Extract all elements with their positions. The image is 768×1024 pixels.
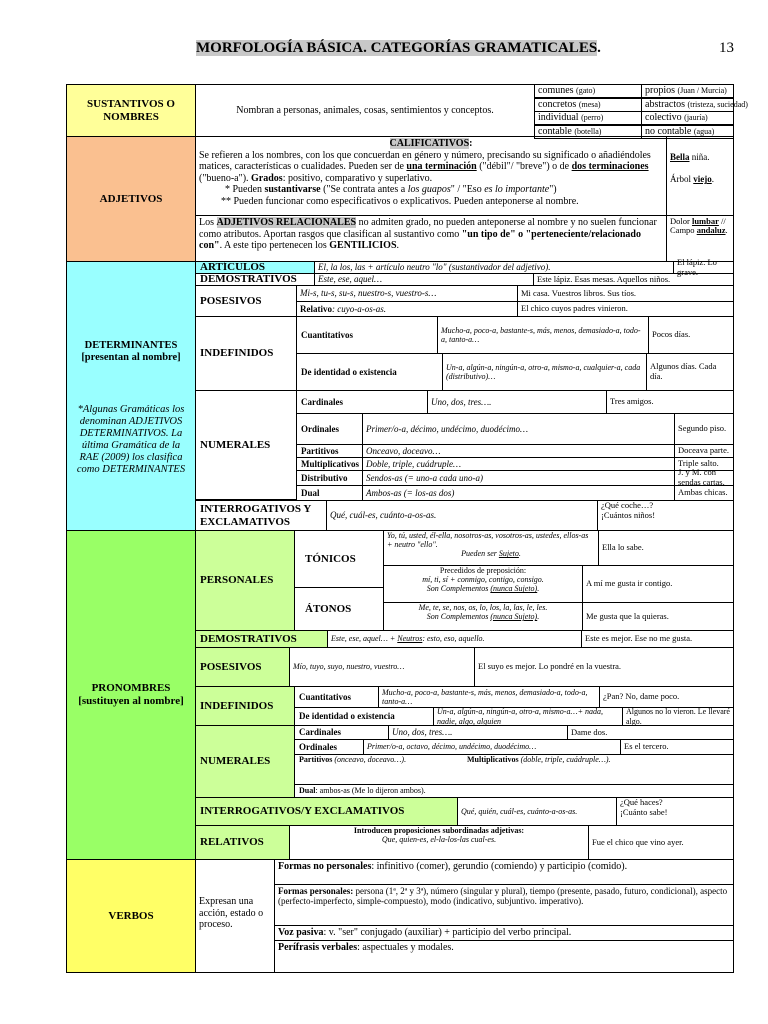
- text-span: Ambos-as (= los-as dos): [366, 487, 455, 498]
- det-cardinales-example: [606, 390, 734, 414]
- pron-posesivos-example: [474, 647, 734, 687]
- pron-cardinales-forms: [388, 725, 568, 740]
- text-span: (doble, triple, cuádruple…).: [520, 755, 611, 764]
- text-span: Primer/o-a, décimo, undécimo, duodécimo…: [366, 423, 528, 434]
- pron-cuantitativos-label: [294, 686, 379, 708]
- text-span: persona (1ª, 2ª y 3ª), número (singular y plural), tiempo (presente, pasado, futuro, condicional), aspecto (perfecto-imperfecto, simple-compuesto), modo (indicativo, subjuntivo. imperativo).: [278, 886, 728, 907]
- det-distributivo-example: [674, 467, 734, 487]
- text-span: : v. "ser" conjugado (auxiliar) + participio del verbo principal.: [323, 927, 572, 938]
- text-span: comunes: [538, 85, 574, 96]
- sust-type-right: [641, 125, 734, 139]
- pron-relativos-forms: [289, 825, 589, 860]
- det-dual-forms: [362, 485, 675, 501]
- text-span: Pocos días.: [652, 329, 691, 340]
- text-span: INTERROGATIVOS/Y EXCLAMATIVOS: [200, 805, 405, 818]
- text-span: GENTILICIOS: [329, 240, 397, 251]
- text-span: andaluz: [696, 224, 726, 235]
- sustantivos-desc: Nombran a personas, animales, cosas, sentimientos y conceptos.: [195, 84, 535, 137]
- text-span: Árbol: [670, 174, 691, 185]
- grammar-table: [66, 84, 748, 973]
- sust-type-left: [534, 84, 642, 98]
- text-span: los guapos: [407, 184, 451, 195]
- page-title: [196, 40, 601, 57]
- pron-ordinales-label: [294, 739, 364, 755]
- text-span: .: [597, 40, 601, 56]
- text-span: Me, te, se, nos, os, lo, los, la, las, le, les.: [418, 603, 548, 612]
- pron-posesivos-forms: [289, 647, 475, 687]
- text-span: Cardinales: [301, 396, 344, 407]
- pron-cardinales-example: [567, 725, 734, 740]
- text-span: no contable: [645, 125, 692, 137]
- sust-type-right: [641, 111, 734, 125]
- pron-demostrativos-label: [195, 630, 328, 648]
- text-span: Este es mejor. Ese no me gusta.: [585, 633, 693, 644]
- text-span: ¿Qué coche…?: [601, 500, 654, 510]
- text-span: .: [537, 584, 540, 594]
- text-span: El chico cuyos padres vinieron.: [521, 303, 628, 314]
- text-span: Neutros: [397, 634, 423, 644]
- pron-preposicion-example: [582, 565, 734, 603]
- pron-identidad-label: [294, 707, 434, 726]
- text-span: Doceava parte.: [678, 445, 729, 456]
- det-relativo-example: [517, 301, 734, 317]
- text-span: (perro): [581, 113, 604, 122]
- text-span: POSESIVOS: [200, 660, 262, 673]
- text-span: contable: [538, 125, 572, 137]
- sust-type-right: [641, 84, 734, 98]
- pron-demostrativos-forms: [327, 630, 582, 648]
- text-span: Perífrasis verbales: [278, 942, 358, 953]
- text-span: Este, ese, aquel…: [318, 274, 382, 285]
- pron-ordinales-example: [620, 739, 734, 755]
- text-span: DEMOSTRATIVOS: [200, 632, 297, 645]
- text-span: Pueden ser: [461, 549, 497, 559]
- text-span: : positivo, comparativo y superlativo.: [282, 172, 433, 184]
- pronombres-label: PRONOMBRES [sustituyen al nombre]: [66, 530, 196, 860]
- pron-relativos-label: [195, 825, 290, 860]
- text-span: ¿Qué haces?: [620, 797, 663, 807]
- text-span: ("bueno-a").: [199, 172, 249, 184]
- text-span: una terminación: [406, 161, 477, 172]
- det-ordinales-forms: [362, 413, 675, 445]
- det-partitivos-label: [296, 444, 363, 458]
- text-span: Algunos días. Cada día.: [650, 361, 717, 381]
- text-span: .: [711, 174, 714, 185]
- det-dual-label: [296, 485, 363, 501]
- text-span: Dual: [301, 487, 320, 498]
- text-span: PERSONALES: [200, 574, 274, 587]
- text-span: (nunca Sujeto): [490, 584, 538, 594]
- text-span: Mío, tuyo, suyo, nuestro, vuestro…: [293, 662, 405, 672]
- calificativos-examples: [666, 136, 734, 216]
- det-multiplicativos-forms: [362, 457, 675, 471]
- text-span: es lo importante: [484, 184, 550, 195]
- pron-dual: [294, 784, 734, 798]
- text-span: INDEFINIDOS: [200, 699, 274, 712]
- text-span: : cuyo-a-os-as.: [332, 303, 386, 314]
- text-span: Segundo piso.: [678, 423, 727, 434]
- pron-demostrativos-example: [581, 630, 734, 648]
- text-span: no admiten grado, no pueden anteponerse al nombre y no suelen funcionar como atributos. Aportan rasgos que clasifican al sustantivo como: [199, 217, 657, 240]
- text-span: .: [537, 612, 540, 622]
- text-span: "un tipo de" o "perteneciente/relacionado con": [199, 228, 641, 251]
- text-span: ADJETIVOS RELACIONALES: [216, 217, 357, 228]
- text-span: : esto, eso, aquello.: [422, 634, 485, 644]
- verbos-label: VERBOS: [66, 859, 196, 973]
- text-span: Formas personales:: [278, 886, 354, 896]
- text-span: De identidad o existencia: [301, 366, 397, 377]
- pron-atonos-forms: [383, 602, 583, 631]
- verbos-personales: [274, 884, 734, 926]
- text-span: El, la los, las + artículo neutro "lo" (sustantivador del adjetivo).: [318, 262, 551, 273]
- text-span: abstractos: [645, 98, 685, 110]
- text-span: Multiplicativos: [301, 458, 359, 469]
- text-span: (onceavo, doceavo…).: [334, 755, 407, 764]
- verbos-no-personales: [274, 859, 734, 885]
- det-indefinidos-label: [195, 316, 297, 391]
- determinantes-note: *Algunas Gramáticas los denominan ADJETIVOS DETERMINATIVOS. La última Gramática de la RAE (2009) los clasifica como DETERMINANTES: [76, 404, 186, 476]
- text-span: Multiplicativos: [467, 755, 519, 764]
- verbos-perifrasis: [274, 940, 734, 973]
- text-span: El suyo es mejor. Lo pondré en la vuestra.: [478, 661, 622, 672]
- text-span: Partitivos: [301, 445, 339, 456]
- text-span: mí, ti, sí + conmigo, contigo, consigo.: [422, 575, 544, 585]
- text-span: concretos: [538, 98, 577, 110]
- text-span: lumbar: [691, 216, 719, 226]
- text-span: RELATIVOS: [200, 836, 264, 849]
- text-span: (nunca Sujeto): [490, 612, 538, 622]
- text-span: INDEFINIDOS: [200, 347, 274, 360]
- text-span: Voz pasiva: [278, 927, 324, 938]
- text-span: ("débil"/ "breve") o de: [479, 161, 570, 172]
- det-multiplicativos-label: [296, 457, 363, 471]
- det-ordinales-example: [674, 413, 734, 445]
- text-span: Ordinales: [301, 423, 340, 434]
- text-span: TÓNICOS: [305, 552, 356, 565]
- text-span: El lápiz. Lo grave.: [677, 256, 717, 277]
- text-span: Sujeto: [498, 549, 519, 559]
- text-span: Qué, quién, cuál-es, cuánto-a-os-as.: [461, 806, 578, 816]
- text-span: (agua): [693, 126, 715, 136]
- text-span: .: [518, 549, 521, 559]
- text-span: Yo, tú, usted, él-ella, nosotros-as, vosotros-as, ustedes, ellos-as + neutro "ello".: [387, 531, 589, 550]
- text-span: Doble, triple, cuádruple…: [366, 458, 461, 469]
- pron-indefinidos-label: [195, 686, 295, 726]
- text-span: (mesa): [578, 99, 601, 109]
- pron-atonos-example: [582, 602, 734, 631]
- det-cuantitativos-forms: [437, 316, 649, 354]
- text-span: Primer/o-a, octavo, décimo, undécimo, duodécimo…: [367, 742, 537, 752]
- text-span: Se refieren a los nombres, con los que concuerdan en género y número, precisando su significado o añadiéndoles matices, características o cualidades. Pueden ser de: [199, 149, 651, 172]
- text-span: Formas no personales: [278, 861, 372, 872]
- text-span: Bella: [670, 152, 690, 162]
- text-span: // Campo: [670, 216, 726, 235]
- text-span: ¡Cuántos niños!: [601, 509, 656, 520]
- text-span: Mi casa. Vuestros libros. Sus tíos.: [521, 287, 637, 298]
- text-span: De identidad o existencia: [299, 711, 395, 722]
- page-header: [66, 40, 734, 62]
- text-span: sustantivarse: [264, 184, 321, 195]
- pron-identidad-example: [622, 707, 734, 726]
- text-span: * Pueden: [225, 184, 262, 195]
- page-number: 13: [719, 40, 734, 56]
- text-span: ¡Cuánto sabe!: [620, 806, 668, 817]
- det-numerales-label: [195, 390, 297, 500]
- text-span: Mucho-a, poco-a, bastante-s, más, menos, demasiado-a, todo-a, tanto-a…: [382, 687, 588, 706]
- pron-identidad-forms: [433, 707, 623, 726]
- text-span: Cuantitativos: [301, 329, 354, 340]
- text-span: ÁTONOS: [305, 602, 352, 615]
- det-interrogativos-forms: [326, 500, 598, 531]
- calificativos-block: CALIFICATIVOS: Se refieren a los nombres, con los que concuerdan en género y número, precisando su significado o añadiéndoles matices, características o cualidades. Pueden ser de una terminación ("débil"/ "breve") o de dos terminaciones ("bueno-a"). Grados: positivo, comparativo y superlativo. * Pueden sustantivarse ("Se contrata antes a los guapos" / "Eso es lo importante") ** Pueden funcionar como especificativos o explicativos. Pueden anteponerse al nombre.: [195, 136, 667, 216]
- pron-preposicion-forms: [383, 565, 583, 603]
- text-span: "): [549, 184, 557, 195]
- text-span: Triple salto.: [678, 458, 719, 469]
- pron-relativos-example: [588, 825, 734, 860]
- text-span: " / "Eso: [450, 184, 482, 195]
- det-identidad-forms: [442, 353, 647, 391]
- text-span: J. y M. con sendas cartas.: [678, 467, 725, 487]
- relacionales-block: Los ADJETIVOS RELACIONALES no admiten grado, no pueden anteponerse al nombre y no suelen funcionar como atributos. Aportan rasgos que clasifican al sustantivo como "un tipo de" o "perteneciente/relacionado con". A este tipo pertenecen los GENTILICIOS.: [195, 215, 667, 262]
- text-span: Qué, cuál-es, cuánto-a-os-as.: [330, 510, 437, 521]
- det-relativo-forms: [296, 301, 518, 317]
- pron-partitivos-multiplicativos: [294, 754, 734, 785]
- det-distributivo-label: [296, 470, 363, 486]
- text-span: MORFOLOGÍA BÁSICA. CATEGORÍAS GRAMATICALES: [196, 40, 598, 56]
- text-span: Mi-s, tu-s, su-s, nuestro-s, vuestro-s…: [300, 288, 437, 299]
- text-span: Algunos no lo vieron. Le llevaré algo.: [626, 707, 730, 726]
- relacionales-examples: [666, 215, 734, 262]
- det-cuantitativos-example: [648, 316, 734, 354]
- text-span: : ambos-as (Me lo dijeron ambos).: [315, 786, 426, 796]
- adjetivos-label: ADJETIVOS: [66, 136, 196, 262]
- text-span: Me gusta que la quieras.: [586, 610, 669, 621]
- text-span: ¿Pan? No, dame poco.: [603, 691, 680, 702]
- text-span: POSESIVOS: [200, 294, 262, 307]
- pron-ordinales-forms: [363, 739, 621, 755]
- text-span: (jauría): [684, 113, 708, 122]
- det-cardinales-label: [296, 390, 428, 414]
- pron-interrogativos-forms: [457, 797, 617, 826]
- text-span: (botella): [574, 126, 602, 136]
- det-ordinales-label: [296, 413, 363, 445]
- text-span: Precedidos de preposición:: [439, 566, 527, 575]
- text-span: ("Se contrata antes a: [323, 184, 406, 195]
- text-span: Ordinales: [299, 741, 338, 752]
- sust-type-left: [534, 125, 642, 139]
- text-span: .: [725, 224, 728, 235]
- det-identidad-example: [646, 353, 734, 391]
- pron-interrogativos-label: [195, 797, 458, 826]
- text-span: Fue el chico que vino ayer.: [592, 836, 684, 847]
- text-span: : aspectuales y modales.: [357, 942, 454, 953]
- text-span: CALIFICATIVOS: [389, 138, 470, 149]
- text-span: dos terminaciones: [571, 161, 649, 172]
- text-span: NUMERALES: [200, 755, 271, 768]
- text-span: (gato): [576, 86, 596, 95]
- pron-cardinales-label: [294, 725, 389, 740]
- det-posesivos-label: [195, 285, 297, 317]
- text-span: : infinitivo (comer), gerundio (comiendo) y participio (comido).: [371, 861, 628, 872]
- text-span: INTERROGATIVOS Y EXCLAMATIVOS: [200, 502, 311, 528]
- text-span: (Juan / Murcia): [677, 86, 727, 95]
- det-interrogativos-example: [597, 500, 734, 531]
- sust-type-left: [534, 111, 642, 125]
- det-partitivos-forms: [362, 444, 675, 458]
- text-span: (tristeza, suciedad): [687, 99, 748, 109]
- text-span: . A este tipo pertenecen los: [219, 240, 327, 251]
- text-span: Mucho-a, poco-a, bastante-s, más, menos, demasiado-a, todo-a, tanto-a…: [441, 325, 641, 344]
- text-span: Ella lo sabe.: [602, 542, 644, 553]
- det-cuantitativos-label: [296, 316, 438, 354]
- text-span: Uno, dos, tres….: [431, 396, 492, 407]
- text-span: Este lápiz. Esas mesas. Aquellos niños.: [537, 273, 671, 284]
- det-dual-example: [674, 485, 734, 501]
- text-span: individual: [538, 112, 579, 123]
- det-identidad-label: [296, 353, 443, 391]
- verbos-desc: Expresan una acción, estado o proceso.: [195, 859, 275, 973]
- text-span: Uno, dos, tres….: [392, 727, 453, 738]
- text-span: Dual: [299, 786, 316, 796]
- text-span: Son Complementos: [426, 584, 489, 594]
- text-span: Relativo: [300, 303, 332, 314]
- text-span: Introducen proposiciones subordinadas adjetivas:: [353, 826, 525, 835]
- text-span: Ambas chicas.: [678, 487, 728, 498]
- text-span: Partitivos: [299, 755, 333, 764]
- text-span: NUMERALES: [200, 438, 271, 451]
- det-cardinales-forms: [427, 390, 607, 414]
- det-partitivos-example: [674, 444, 734, 458]
- sust-type-left: [534, 98, 642, 112]
- sustantivos-label: SUSTANTIVOS O NOMBRES: [66, 84, 196, 137]
- det-distributivo-forms: [362, 470, 675, 486]
- pron-interrogativos-example: [616, 797, 734, 826]
- text-span: Dolor: [670, 216, 690, 226]
- text-span: Dame dos.: [571, 726, 608, 737]
- det-posesivos-forms: [296, 285, 518, 302]
- text-span: Un-a, algún-a, ningún-a, otro-a, mismo-a, cualquier-a, cada (distributivo)…: [446, 362, 641, 381]
- text-span: Son Complementos: [426, 612, 489, 622]
- text-span: Distributivo: [301, 472, 348, 483]
- pron-cuantitativos-forms: [378, 686, 600, 708]
- pron-tonicos-example: [598, 530, 734, 566]
- det-interrogativos-label: [195, 500, 327, 531]
- text-span: viejo: [693, 174, 712, 185]
- text-span: propios: [645, 85, 675, 96]
- text-span: Este, ese, aquel… +: [331, 634, 396, 644]
- text-span: Los: [199, 217, 214, 228]
- text-span: Grados: [251, 172, 283, 184]
- pron-numerales-label: [195, 725, 295, 798]
- text-span: Que, quien-es, el-la-los-las cual-es.: [381, 835, 497, 845]
- text-span: colectivo: [645, 112, 682, 123]
- text-span: DEMOSTRATIVOS: [200, 273, 297, 286]
- pron-cuantitativos-example: [599, 686, 734, 708]
- text-span: A mí me gusta ir contigo.: [586, 578, 673, 589]
- text-span: Tres amigos.: [610, 396, 654, 407]
- determinantes-label: DETERMINANTES [presentan al nombre] *Algunas Gramáticas los denominan ADJETIVOS DETERMINATIVOS. La última Gramática de la RAE (2009) los clasifica como DETERMINANTES: [66, 261, 196, 531]
- pron-atonos-label: [294, 587, 384, 631]
- text-span: Onceavo, doceavo…: [366, 445, 441, 456]
- pron-tonicos-label: [294, 530, 384, 588]
- sust-type-right: [641, 98, 748, 112]
- text-span: Sendos-as (= uno-a cada uno-a): [366, 472, 484, 483]
- text-span: niña.: [691, 152, 710, 162]
- text-span: Cardinales: [299, 727, 342, 738]
- pron-personales-label: [195, 530, 295, 631]
- text-span: Un-a, algún-a, ningún-a, otro-a, mismo-a…+ nada, nadie, algo, alguien: [437, 707, 603, 726]
- det-posesivos-example: [517, 285, 734, 302]
- pron-posesivos-label: [195, 647, 290, 687]
- text-span: Es el tercero.: [624, 741, 669, 752]
- text-span: Cuantitativos: [299, 691, 352, 702]
- text-span: ARTÍCULOS: [200, 261, 266, 274]
- verbos-pasiva: [274, 925, 734, 941]
- pron-tonicos-forms: [383, 530, 599, 566]
